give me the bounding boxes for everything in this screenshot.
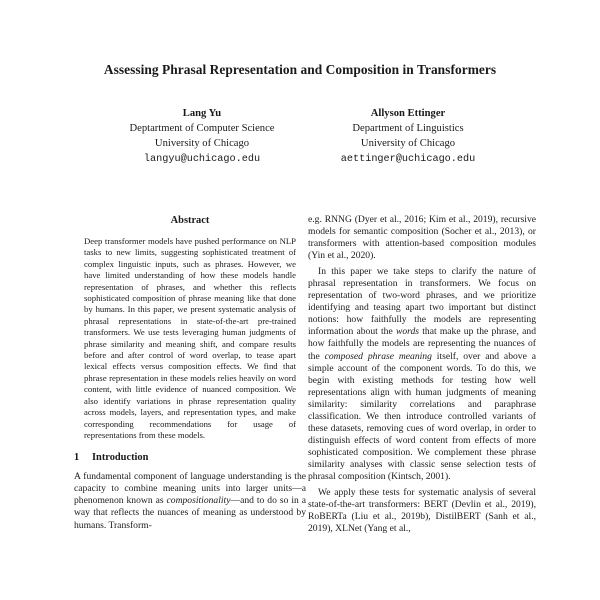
body-paragraph-2 — [308, 266, 536, 483]
p2-text-b: that make up the phrase, and how faithfully the models are representing the nuances of the — [308, 326, 537, 362]
author-institution: University of Chicago — [360, 138, 456, 150]
p2-emphasis-phrase: composed phrase meaning — [324, 350, 432, 362]
section-title: Introduction — [92, 452, 149, 464]
abstract-heading: Abstract — [170, 215, 210, 226]
continued-paragraph: e.g. RNNG (Dyer et al., 2016; Kim et al., 2019), recursive models for semantic composition (Socher et al., 2013), or transformers with attention-based composition modules (Yin et al., 2020). — [308, 214, 536, 262]
intro-emphasis: compositionality — [166, 495, 231, 507]
author-email: aettinger@uchicago.edu — [340, 153, 476, 165]
author-affiliation: Deptartment of Computer Science — [129, 123, 275, 135]
author-name: Lang Yu — [182, 108, 222, 119]
intro-paragraph — [74, 471, 306, 531]
intro-text-end: —and to do so in a way that reflects the nuances of meaning as understood by humans. Transform- — [74, 495, 306, 531]
author-block-1 — [92, 106, 312, 167]
p2-text-a: In this paper we take steps to clarify the nature of phrasal representation in transformers. We focus on representation of two-word phrases, and we prioritize identifying and teasing apart two important but distinct notions: how faithfully the models are representing information about the — [308, 266, 536, 338]
paper-title: Assessing Phrasal Representation and Composition in Transformers — [103, 62, 497, 77]
abstract-body: Deep transformer models have pushed performance on NLP tasks to new limits, suggesting sophisticated treatment of complex linguistic inputs, such as phrases. However, we have limited understanding of how these models handle representation of phrases, and whether this reflects sophisticated composition of phrase meaning like that done by humans. In this paper, we present systematic analysis of phrasal representations in state-of-the-art pre-trained transformers. We use tests leveraging human judgments of phrase similarity and meaning shift, and compare results before and after control of word overlap, to tease apart lexical effects versus composition effects. We find that phrase representation in these models relies heavily on word content, with little evidence of nuanced composition. We also identify variations in phrase representation quality across models, layers, and representation types, and make corresponding recommendations for usage of representations from these models. — [84, 236, 296, 440]
author-affiliation: Department of Linguistics — [352, 123, 464, 135]
author-email: langyu@uchicago.edu — [143, 153, 261, 165]
section-heading-introduction — [74, 451, 306, 465]
right-column — [308, 214, 536, 539]
left-column — [74, 214, 306, 536]
body-paragraph-3: We apply these tests for systematic analysis of several state-of-the-art transformers: BERT (Devlin et al., 2019), RoBERTa (Liu et al., 2019b), DistilBERT (Sanh et al., 2019), XLNet (Yang et al., — [308, 487, 536, 535]
author-block-2 — [298, 106, 518, 167]
section-number: 1 — [74, 452, 80, 464]
author-institution: University of Chicago — [154, 138, 250, 150]
intro-text-start: A fundamental component of language understanding is the capacity to combine meaning units into larger units—a phenomenon known as — [74, 471, 306, 507]
p2-text-c: itself, over and above a simple account of the component words. To do this, we begin with existing methods for testing how well representations align with human judgments of meaning similarity: similarity correlations and paraphrase classification. We then introduce controlled variants of these datasets, removing cues of word overlap, in order to distinguish effects of word content from effects of more sophisticated composition. We complement these phrase similarity analyses with classic sense selection tests of phrasal composition (Kintsch, 2001). — [308, 350, 536, 482]
p2-emphasis-words: words — [395, 326, 420, 338]
author-name: Allyson Ettinger — [370, 108, 446, 119]
